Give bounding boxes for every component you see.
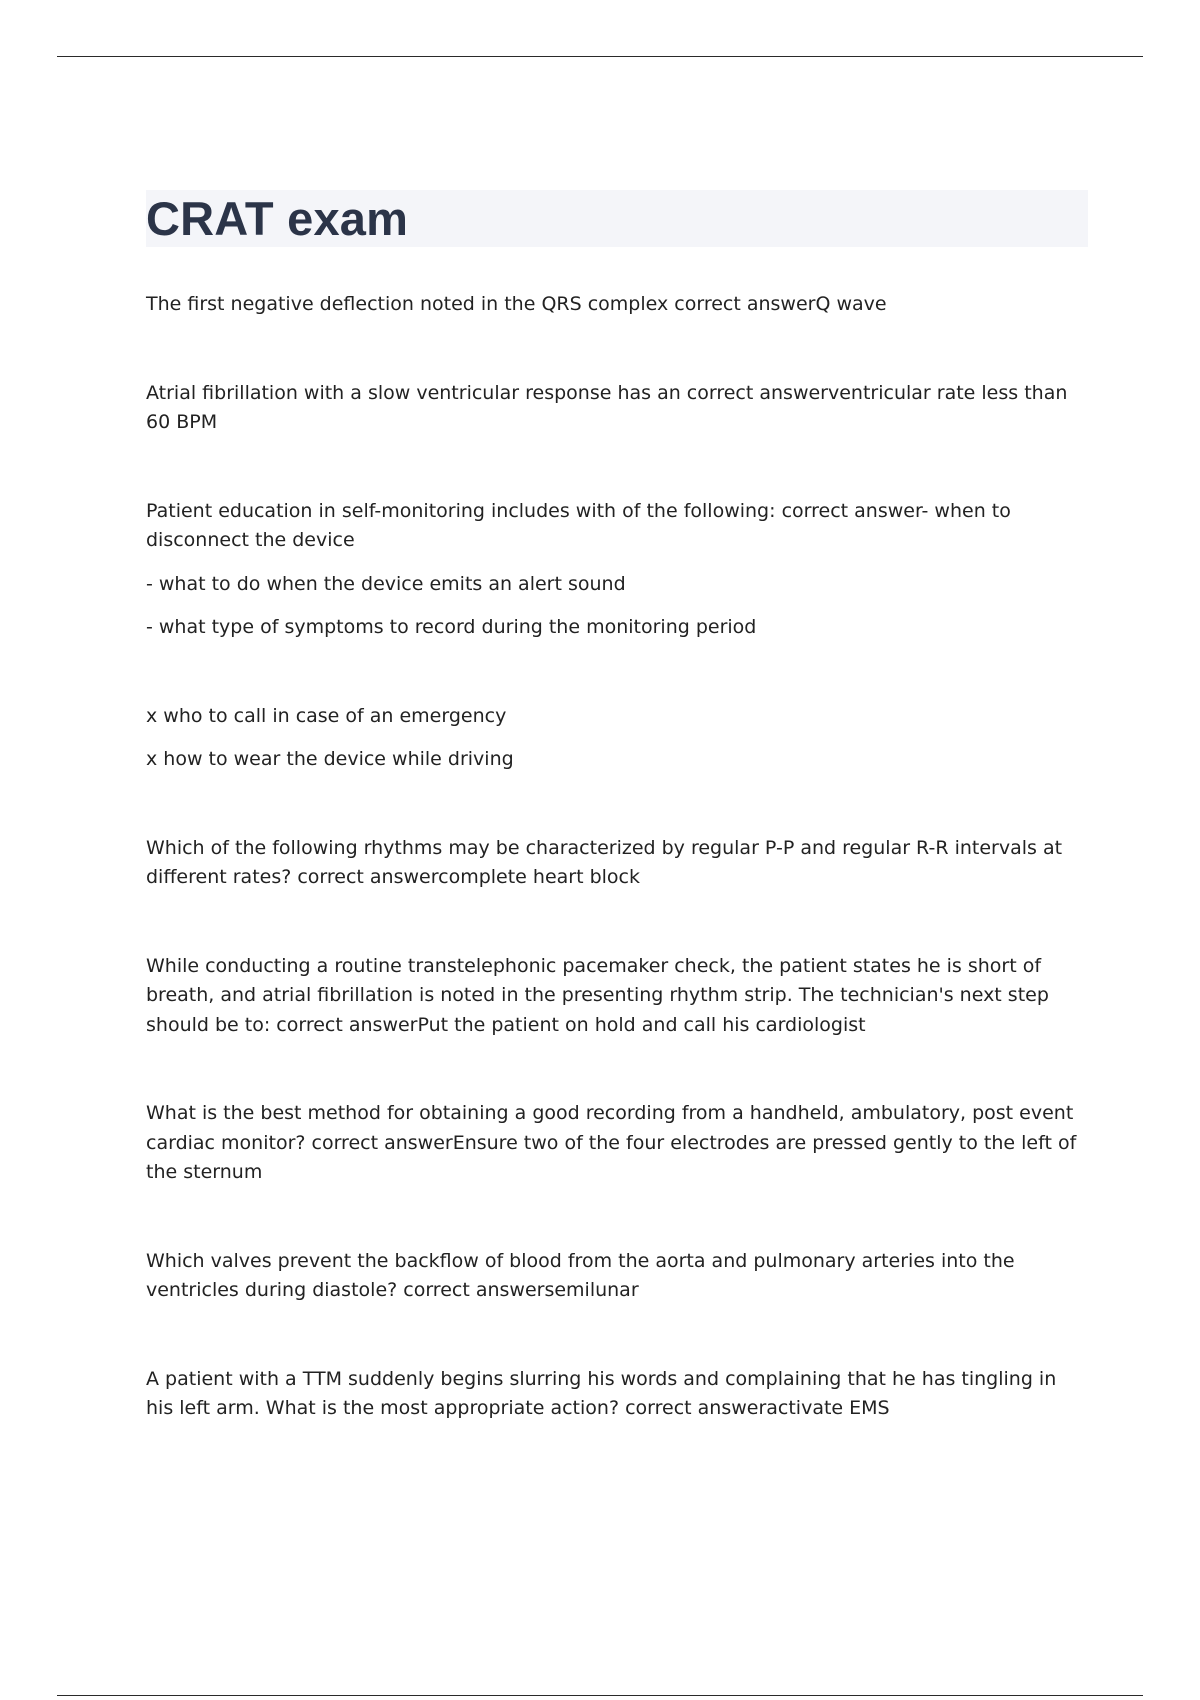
qa-option: - what type of symptoms to record during the monitoring period [146, 616, 757, 638]
qa-item [146, 834, 1086, 893]
qa-item [146, 952, 1086, 1041]
qa-list [146, 290, 1086, 1483]
qa-item [146, 1099, 1086, 1188]
top-rule [57, 56, 1143, 57]
qa-option: - what to do when the device emits an alert sound [146, 572, 626, 595]
page-title: CRAT exam [146, 192, 409, 245]
qa-item [146, 702, 1086, 775]
qa-item [146, 497, 1086, 643]
qa-item [146, 1365, 1086, 1424]
qa-option: x how to wear the device while driving [146, 748, 514, 770]
qa-item [146, 290, 1086, 320]
qa-item [146, 379, 1086, 438]
bottom-rule [57, 1695, 1143, 1696]
qa-text: Which valves prevent the backflow of blood from the aorta and pulmonary arteries into the ventricles during diastole? correct answersemilunar [146, 1249, 1015, 1301]
qa-text: A patient with a TTM suddenly begins slurring his words and complaining that he has tingling in his left arm. What is the most appropriate action? correct answeractivate EMS [146, 1367, 1057, 1419]
qa-option: x who to call in case of an emergency [146, 704, 507, 727]
qa-text: Atrial fibrillation with a slow ventricular response has an correct answerventricular rate less than 60 BPM [146, 381, 1068, 433]
qa-text: The first negative deflection noted in the QRS complex correct answerQ wave [146, 293, 887, 315]
qa-text: Patient education in self-monitoring includes with of the following: correct answer- when to disconnect the device [146, 499, 1011, 551]
qa-item [146, 1247, 1086, 1306]
qa-text: While conducting a routine transtelephonic pacemaker check, the patient states he is short of breath, and atrial fibrillation is noted in the presenting rhythm strip. The technician's next step should be to: correct answerPut the patient on hold and call his cardiologist [146, 954, 1049, 1036]
qa-text: Which of the following rhythms may be characterized by regular P-P and regular R-R intervals at different rates? correct answercomplete heart block [146, 836, 1063, 888]
qa-text: What is the best method for obtaining a good recording from a handheld, ambulatory, post event cardiac monitor? correct answerEnsure two of the four electrodes are pressed gently to the left of the sternum [146, 1102, 1077, 1183]
